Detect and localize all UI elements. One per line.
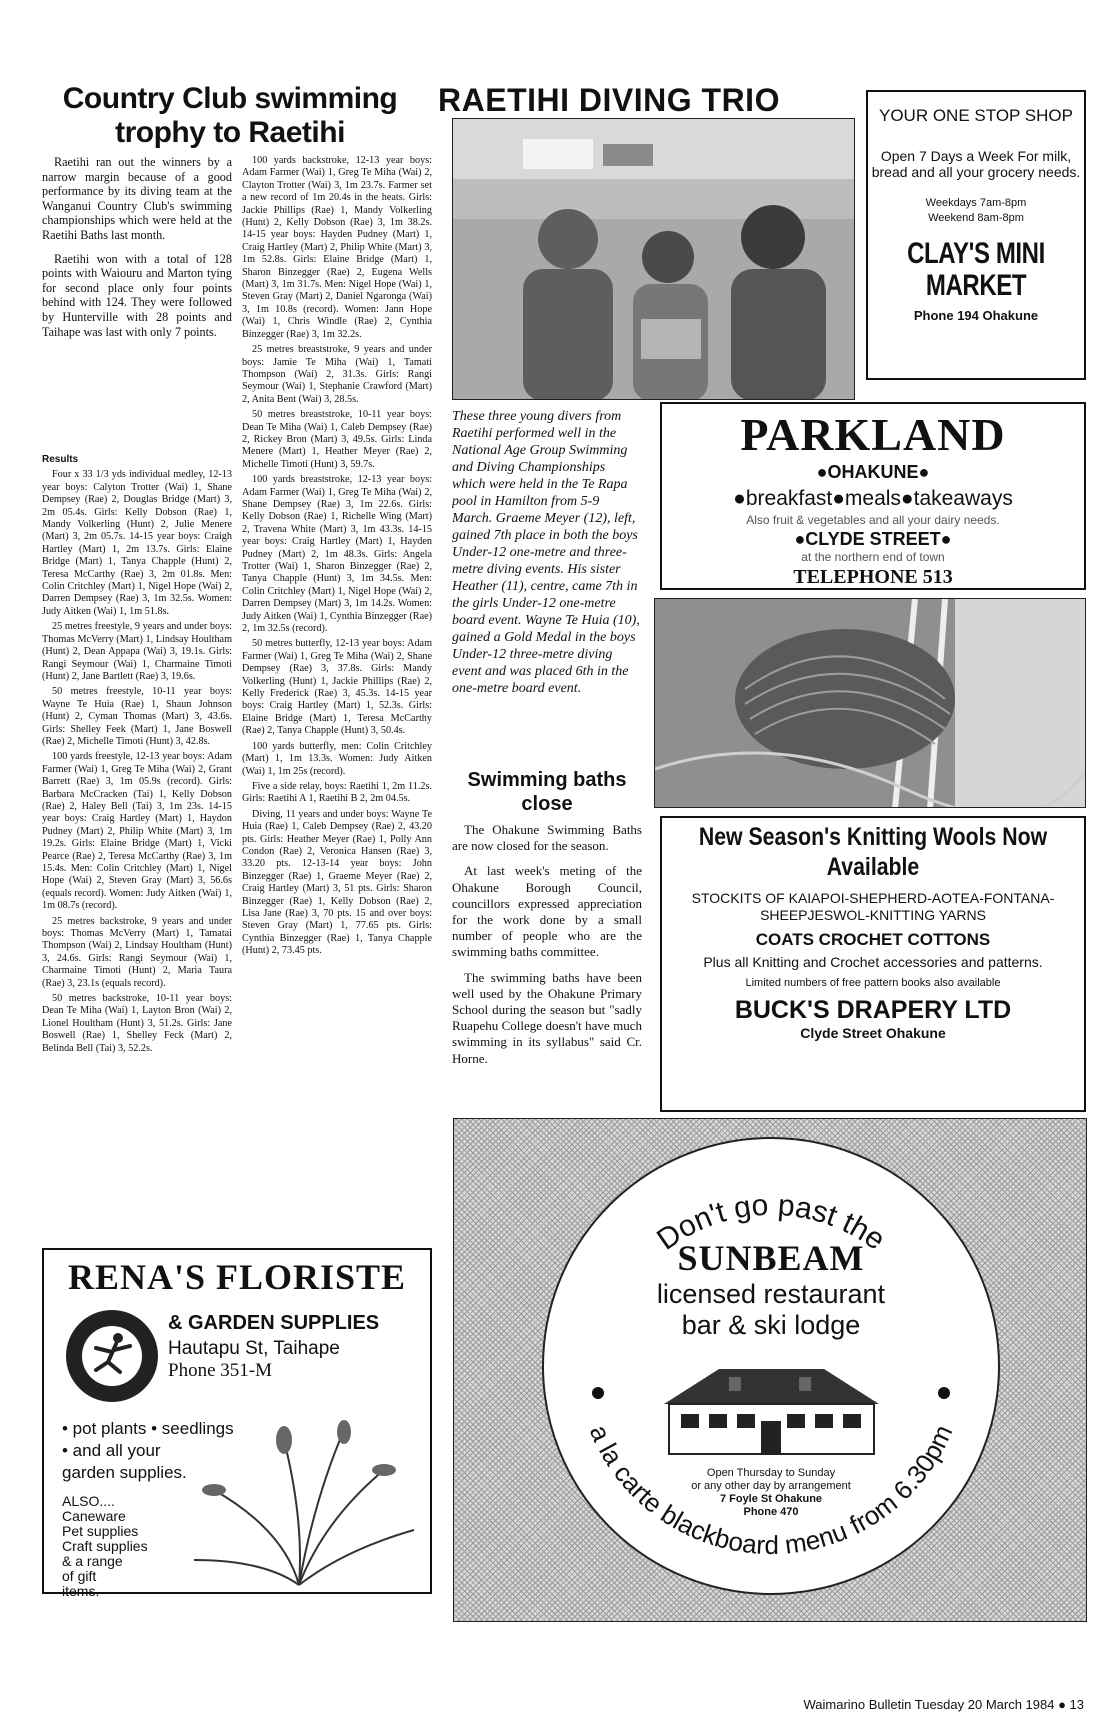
rena-item: of gift — [62, 1568, 97, 1584]
result-entry: 50 metres butterfly, 12-13 year boys: Adam Farmer (Wai) 1, Greg Te Miha (Wai) 2, Shane Dempsey (Rae) 3, 37.8s. Girls: Mandy Volkerling (Hunt) 1, Jackie Phillips (Rae) 2, Kelly Frederick (Rae) 3, 45.3s. 14-15 year boys: Craig Hartley (Mart) 1, 52.3s. Girls: Elaine Bridge (Mart) 1, Teresa McCarthy (Rae) 2, Tanya Chapple (Hunt) 3, 50.4s. — [242, 638, 432, 737]
rena-name: RENA'S FLORISTE — [67, 1257, 407, 1297]
clays-hours — [868, 196, 1084, 226]
bucks-limited: Limited numbers of free pattern books also available — [745, 977, 1001, 989]
rena-also-list — [62, 1494, 148, 1599]
sunbeam-open-2: or any other day by arrangement — [691, 1480, 851, 1492]
sunbeam-arc-top: Don't go past the — [651, 1188, 892, 1257]
rena-also-heading: ALSO.... — [62, 1493, 115, 1509]
article-paragraph: At last week's meting of the Ohakune Borough Council, councillors expressed appreciation for the work done by a small number of people who are the swimming baths committee. — [452, 863, 642, 960]
result-entry: 50 metres backstroke, 10-11 year boys: Dean Te Miha (Wai) 1, Layton Bron (Wai) 2, Lionel Houltham (Hunt) 3, 51.2s. Girls: Jane Boswell (Rae) 1, Shelley Feck (Mart) 2, Belinda Bell (Tai) 3, 52.2s. — [42, 993, 232, 1054]
bucks-address: Clyde Street Ohakune — [800, 1025, 946, 1041]
sunbeam-details — [542, 1467, 1000, 1519]
dancer-icon — [66, 1310, 158, 1402]
result-entry: Four x 33 1/3 yds individual medley, 12-13 year boys: Calyton Trotter (Wai) 1, Shane Dempsey (Rae) 2, Douglas Bridge (Mart) 3, 2m 05.4s. Girls: Kelly Dobson (Rae) 1, Mandy Volkerling (Hunt) 2, Julie Menere (Mart) 3, 2m 05.7s. 14-15 year boys: Craigh Hartley (Mart) 1, 2m 13.7s. Girls: Elaine Bridge (Mart) 1, Tanya Chapple (Hunt) 2, Teresa McCarthy (Rae) 3, 2m 01.8s. Men: Colin Critchley (Mart) 1, Nigel Hope (Wai) 2, Darren Dempsey (Rae) 3, 1m 32.5s. Women: Judy Aitken (Wai) 1, 1m 51.8s. — [42, 469, 232, 617]
diving-trio-caption: These three young divers from Raetihi performed well in the National Age Group Swimming and Diving Championships which were held in the Te Rapa pool in Hamilton from 5-9 March. Graeme Meyer (12), left, gained 7th place in both the boys Under-12 one-metre and three-metre diving events. His sister Heather (11), centre, came 7th in the girls Under-12 one-metre board event. Wayne Te Huia (10), gained a Gold Medal in the boys Under-12 three-metre diving event and was placed 6th in the one-metre board event. — [452, 409, 640, 696]
parkland-location: at the northern end of town — [801, 550, 945, 564]
result-entry: 25 metres breaststroke, 9 years and under boys: Jamie Te Miha (Wai) 1, Tamati Thompson (Wai) 2, 31.3s. Girls: Rangi Seymour (Wai) 1, Stephanie Crawford (Mart) 2, Anita Bent (Wai) 3, 28.5s. — [242, 344, 432, 405]
diving-trio-illustration — [453, 119, 855, 400]
sunbeam-phone: Phone 470 — [743, 1506, 799, 1518]
article-paragraph: Raetihi won with a total of 128 points with Waiouru and Marton tying for second place only four points behind with 124. They were followed by Hunterville with 28 points and Taihape was last with only 7 points. — [42, 251, 232, 339]
baths-article — [452, 822, 642, 1076]
result-entry: 100 yards breaststroke, 12-13 year boys: Adam Farmer (Wai) 1, Greg Te Miha (Wai) 2, Shane Dempsey (Rae) 3, 1m 22.6s. Girls: Kelly Dobson (Rae) 1, Richelle Wing (Mart) 2, Travena White (Mart) 3, 1m 43.3s. 14-15 year boys: Craig Hartley (Mart) 1, Hayden Pudney (Mart) 2, 1m 48.3s. Girls: Angela Trotter (Wai) 1, Sharon Binzegger (Rae) 2, Tanya Chapple (Hunt) 3, 1m 34.5s. Men: Colin Critchley (Mart) 1, Nigel Hope (Wai) 2, Darren Dempsey (Mart) 3, 1m 14.2s. Women: Judy Aitken (Wai) 1, Cynthia Binzegger (Rae) 2, 1m 32.5s (record). — [242, 474, 432, 635]
diving-trio-headline: RAETIHI DIVING TRIO — [438, 82, 780, 118]
rena-bullet-3: garden supplies. — [62, 1463, 187, 1482]
bucks-coats: COATS CROCHET COTTONS — [755, 930, 991, 949]
sunbeam-open-1: Open Thursday to Sunday — [706, 1467, 836, 1479]
result-entry: 50 metres freestyle, 10-11 year boys: Wayne Te Huia (Rae) 1, Shaun Johnson (Hunt) 2, Cyman Thomas (Mart) 3, 43.6s. Girls: Shelley Feek (Mart) 1, Jane Boswell (Rae) 2, Michelle Timoti (Hunt) 3, 42.8s. — [42, 686, 232, 747]
article-paragraph: Raetihi ran out the winners by a narrow margin because of a good performance by its diving team at the Wanganui Country Club's swimming championships which were held at the Raetihi Baths last month. — [42, 155, 232, 242]
result-entry: 100 yards butterfly, men: Colin Critchley (Mart) 1, 1m 13.3s. Women: Judy Aitken (Wai) 1, 1m 25s (record). — [242, 740, 432, 777]
rena-item: Craft supplies — [62, 1538, 148, 1554]
clays-phone: Phone 194 Ohakune — [913, 308, 1039, 323]
sunbeam-name: SUNBEAM — [677, 1238, 865, 1278]
bucks-headline: New Season's Knitting Wools Now Available — [698, 823, 1048, 881]
clays-weekday-hours: Weekdays 7am-8pm — [925, 197, 1027, 209]
page-footer: Waimarino Bulletin Tuesday 20 March 1984 ● 13 — [803, 1697, 1084, 1712]
rena-phone: Phone 351-M — [168, 1360, 272, 1381]
plant-illustration-icon — [174, 1420, 424, 1590]
result-entry: Five a side relay, boys: Raetihi 1, 2m 11.2s. Girls: Raetihi A 1, Raetihi B 2, 2m 04.5s. — [242, 780, 432, 805]
country-club-headline: Country Club swimming trophy to Raetihi — [62, 82, 398, 149]
rena-sub: & GARDEN SUPPLIES — [168, 1312, 380, 1334]
clays-name: CLAY'S MINI MARKET — [907, 237, 1045, 302]
parkland-services: ●breakfast●meals●takeaways — [733, 487, 1013, 510]
article-paragraph: The Ohakune Swimming Baths are now closed for the season. — [452, 822, 642, 854]
clays-weekend-hours: Weekend 8am-8pm — [928, 212, 1024, 224]
bucks-plus: Plus all Knitting and Crochet accessories and patterns. — [703, 954, 1043, 970]
result-entry: 100 yards backstroke, 12-13 year boys: Adam Farmer (Wai) 1, Greg Te Miha (Wai) 2, Clayton Trotter (Wai) 3, 1m 23.7s. Farmer set a new record of 1m 20.4s in the heats. Girls: Jackie Phillips (Rae) 1, Mandy Volkerling (Hunt) 2, Kelly Dobson (Rae) 3, 1m 38.2s. 14-15 year boys: Hayden Pudney (Mart) 1, Craig Hartley (Mart) 2, Philip White (Mart) 3, 1m 52.8s. Girls: Elaine Bridge (Mart) 1, Sharon Binzegger (Rae) 2, Eugena Wells (Mart) 3, 1m 31.7s. Men: Nigel Hope (Wai) 1, Steven Gray (Mart) 2, Daniel Ngaronga (Wai) 3, 1m 10.8s (record). Women: Jann Hope (Wai) 1, Chris Windle (Rae) 2, Cynthia Binzegger (Rae) 3, 1m 32.2s. — [242, 155, 432, 340]
article-paragraph: The swimming baths have been well used by the Ohakune Primary School during the season but "sadly Ruapehu College doesn't have much swimming in its syllabus" said Cr. Horne. — [452, 969, 642, 1066]
rena-logo — [66, 1310, 158, 1402]
sunbeam-ad — [453, 1118, 1087, 1622]
bucks-drapery-ad — [660, 816, 1086, 1112]
parkland-street: ●CLYDE STREET● — [794, 529, 952, 549]
sunbeam-dot-left — [592, 1387, 604, 1399]
results-column-1 — [42, 448, 232, 1228]
renas-floriste-ad — [42, 1248, 432, 1599]
bucks-name: BUCK'S DRAPERY LTD — [734, 996, 1012, 1024]
result-entry: 100 yards freestyle, 12-13 year boys: Adam Farmer (Wai) 1, Greg Te Miha (Wai) 2, Grant Barrett (Rae) 3, 1m 05.9s (record). Girls: Barbara McCracken (Tai) 1, Kelly Dobson (Rae) 2, Haley Bell (Tai) 3, 1m 23s. 14-15 year boys: Craig Hartley (Mart) 1, Haydon Pudney (Mart) 2, Philip White (Mart) 3, 1m 19.2s. Girls: Elaine Bridge (Mart) 1, Vicki Pearce (Rae) 2, Teresa McCarthy (Rae) 3, 1m 15.4s. Men: Colin Critchley (Mart) 1, Nigel Hope (Wai) 2, Steven Gray (Mart) 3, 56.6s (equals record). Women: Judy Aitken (Wai) 1, 1m 08.7s (record). — [42, 751, 232, 912]
parkland-ad — [660, 402, 1086, 590]
sunbeam-arc-bottom: a la carte blackboard menu from 6.30pm — [583, 1420, 959, 1561]
rena-address: Hautapu St, Taihape — [168, 1338, 340, 1359]
rena-item: & a range — [62, 1553, 123, 1569]
wool-photo — [654, 598, 1086, 808]
parkland-name: PARKLAND — [740, 409, 1006, 460]
sunbeam-tagline — [542, 1279, 1000, 1341]
sunbeam-line1: licensed restaurant — [656, 1279, 886, 1309]
diving-trio-photo — [452, 118, 855, 400]
result-entry: Diving, 11 years and under boys: Wayne Te Huia (Rae) 1, Caleb Dempsey (Rae) 2, 43.20 pts. Girls: Heather Meyer (Rae) 1, Polly Ann Condon (Rae) 2, Veronica Hansen (Rae) 3, 33.20 pts. 12-13-14 year boys: John Binzegger (Rae) 1, Graeme Meyer (Rae) 2, Craig Hartley (Mart) 3, 51 pts. Girls: Sharon Binzegger (Rae) 1, Kelly Dobson (Rae) 2, Lisa Jane (Rae) 3, 70 pts. 15 and over boys: Steven Gray (Mart) 1, 77.65 pts. Girls: Cynthia Binzegger (Rae) 1, Tanya Chapple (Hunt) 2, 73.45 pts. — [242, 808, 432, 957]
clays-mini-market-ad — [866, 90, 1086, 380]
clays-open-text: Open 7 Days a Week For milk, bread and all your grocery needs. — [871, 148, 1081, 180]
sunbeam-dot-right — [938, 1387, 950, 1399]
parkland-town: ●OHAKUNE● — [816, 462, 930, 482]
clays-tagline: YOUR ONE STOP SHOP — [879, 106, 1073, 125]
result-entry: 50 metres breaststroke, 10-11 year boys: Dean Te Miha (Wai) 1, Caleb Dempsey (Rae) 2, Rickey Bron (Mart) 3, 49.5s. Girls: Linda Menere (Mart) 1, Heather Meyer (Rae) 2, Michelle Timoti (Hunt) 3, 59.7s. — [242, 409, 432, 470]
rena-bullet-2: • and all your — [62, 1441, 161, 1460]
results-column-2 — [242, 155, 432, 1231]
rena-bullet-1: • pot plants • seedlings — [62, 1419, 234, 1438]
parkland-phone: TELEPHONE 513 — [793, 566, 953, 588]
article-intro-column — [42, 155, 232, 348]
rena-item: Caneware — [62, 1508, 126, 1524]
parkland-also: Also fruit & vegetables and all your dairy needs. — [746, 513, 1000, 527]
result-entry: 25 metres backstroke, 9 years and under boys: Thomas McVerry (Mart) 1, Tamatai Thompson (Wai) 2, Lindsay Houltham (Hunt) 3, 24.6s. Girls: Rangi Seymour (Wai) 1, Charmaine Timoti (Hunt) 2, Maria Taura (Rae) 3, 23.1s (equals record). — [42, 915, 232, 989]
wool-illustration — [655, 599, 1086, 808]
baths-headline: Swimming baths close — [467, 769, 627, 815]
rena-item: items. — [62, 1583, 100, 1599]
bucks-stockists: STOCKITS OF KAIAPOI-SHEPHERD-AOTEA-FONTANA-SHEEPJESWOL-KNITTING YARNS — [691, 890, 1055, 923]
rena-item: Pet supplies — [62, 1523, 139, 1539]
results-heading: Results — [42, 454, 79, 465]
result-entry: 25 metres freestyle, 9 years and under boys: Thomas McVerry (Mart) 1, Lindsay Houltham (Hunt) 2, Dean Appapa (Wai) 3, 19.1s. Girls: Rangi Seymour (Wai) 1, Charmaine Timoti (Hunt) 2, Jane Bartlett (Rae) 3, 19.6s. — [42, 621, 232, 682]
sunbeam-line2: bar & ski lodge — [681, 1310, 861, 1340]
sunbeam-address: 7 Foyle St Ohakune — [719, 1493, 823, 1505]
lodge-building-icon — [659, 1359, 884, 1459]
